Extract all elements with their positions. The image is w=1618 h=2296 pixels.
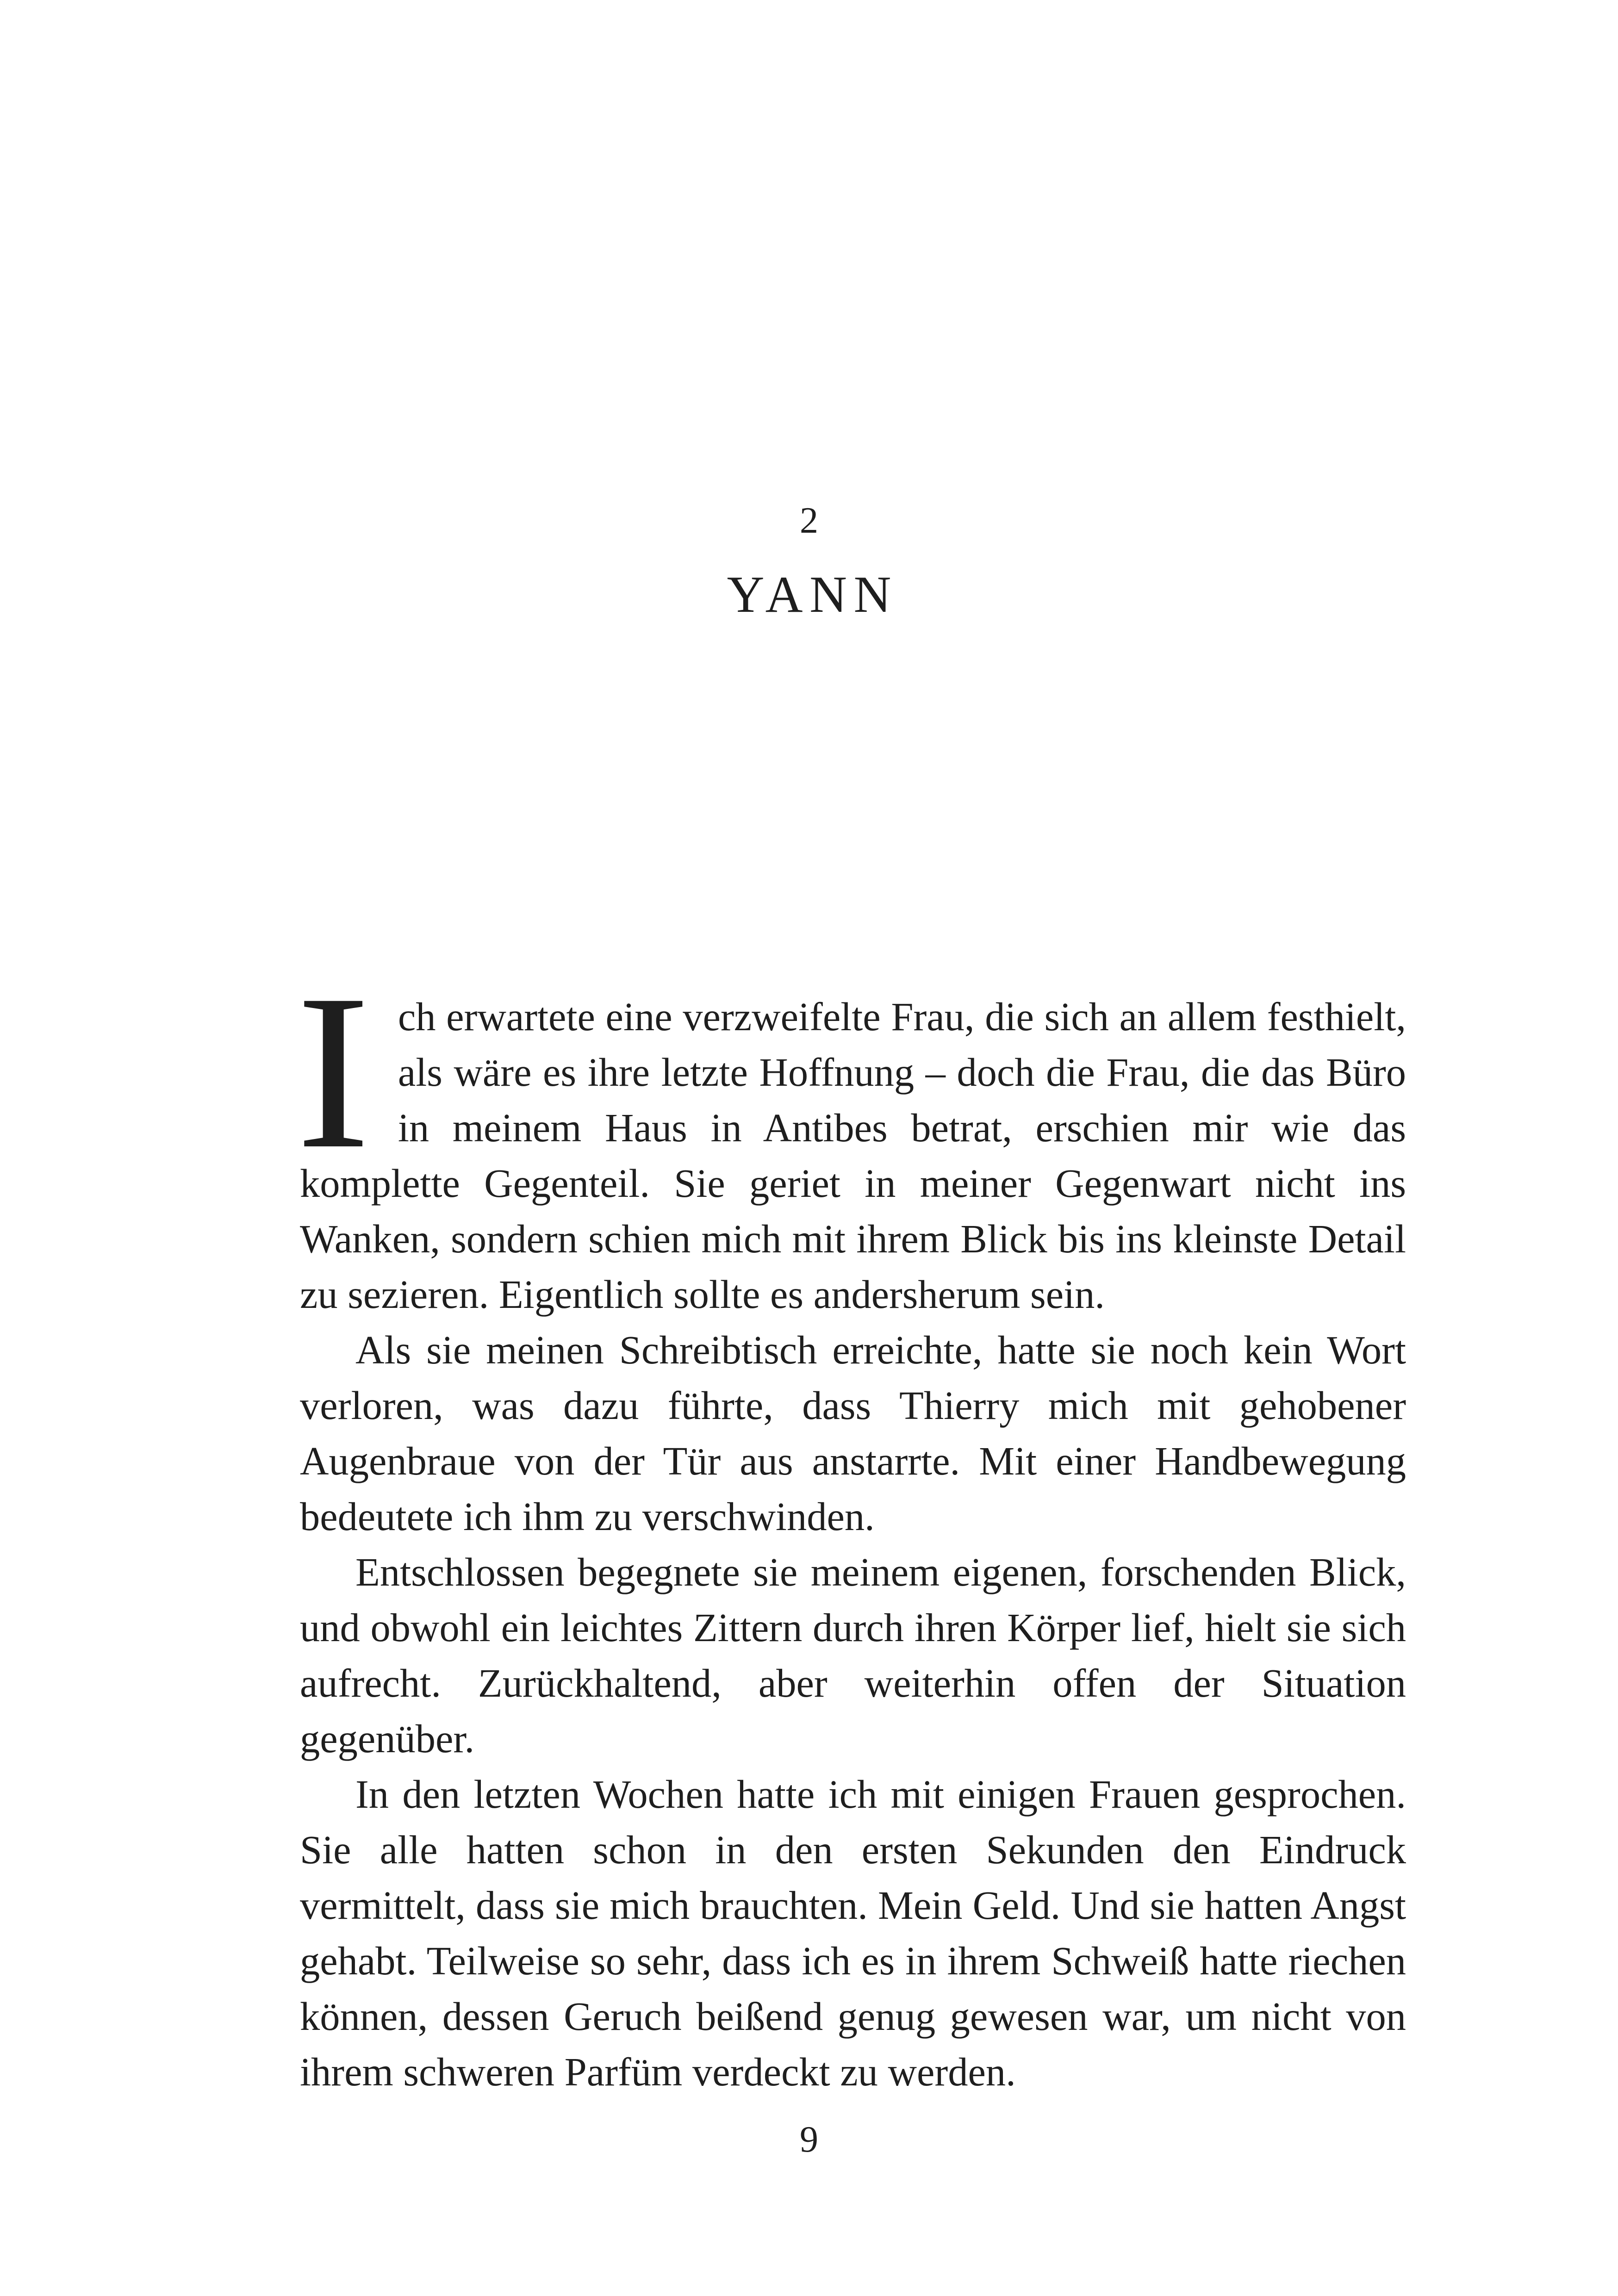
chapter-number: 2: [800, 500, 818, 541]
paragraph-1-text: ch erwartete eine verzweifelte Frau, die sich an allem festhielt, als wäre es ihre letzte Hoffnung – doch die Frau, die das Büro in meinem Haus in Antibes betrat, erschien mir wie das komplette Gegenteil. Sie geriet in meiner Gegenwart nicht ins Wanken, sondern schien mich mit ihrem Blick bis ins kleinste Detail zu sezieren. Eigentlich sollte es andersherum sein.: [300, 995, 1406, 1317]
chapter-title: YANN: [727, 566, 898, 623]
paragraph-1: [296, 948, 1406, 1322]
body-text: [296, 948, 1406, 2100]
paragraph-3: Entschlossen begegnete sie meinem eigenen, forschenden Blick, und obwohl ein leichtes Zittern durch ihren Körper lief, hielt sie sich aufrecht. Zurückhaltend, aber weiterhin offen der Situation gegenüber.: [300, 1550, 1406, 1761]
page-number: 9: [800, 2119, 818, 2160]
paragraph-4: In den letzten Wochen hatte ich mit einigen Frauen gesprochen. Sie alle hatten schon in den ersten Sekunden den Eindruck vermittelt, dass sie mich brauchten. Mein Geld. Und sie hatten Angst gehabt. Teilweise so sehr, dass ich es in ihrem Schweiß hatte riechen können, dessen Geruch beißend genug gewesen war, um nicht von ihrem schweren Parfüm verdeckt zu werden.: [300, 1772, 1406, 2094]
paragraph-2: Als sie meinen Schreibtisch erreichte, hatte sie noch kein Wort verloren, was dazu führte, dass Thierry mich mit gehobener Augenbraue von der Tür aus anstarrte. Mit einer Handbewegung bedeutete ich ihm zu verschwinden.: [300, 1328, 1406, 1539]
drop-cap: I: [296, 948, 370, 1195]
